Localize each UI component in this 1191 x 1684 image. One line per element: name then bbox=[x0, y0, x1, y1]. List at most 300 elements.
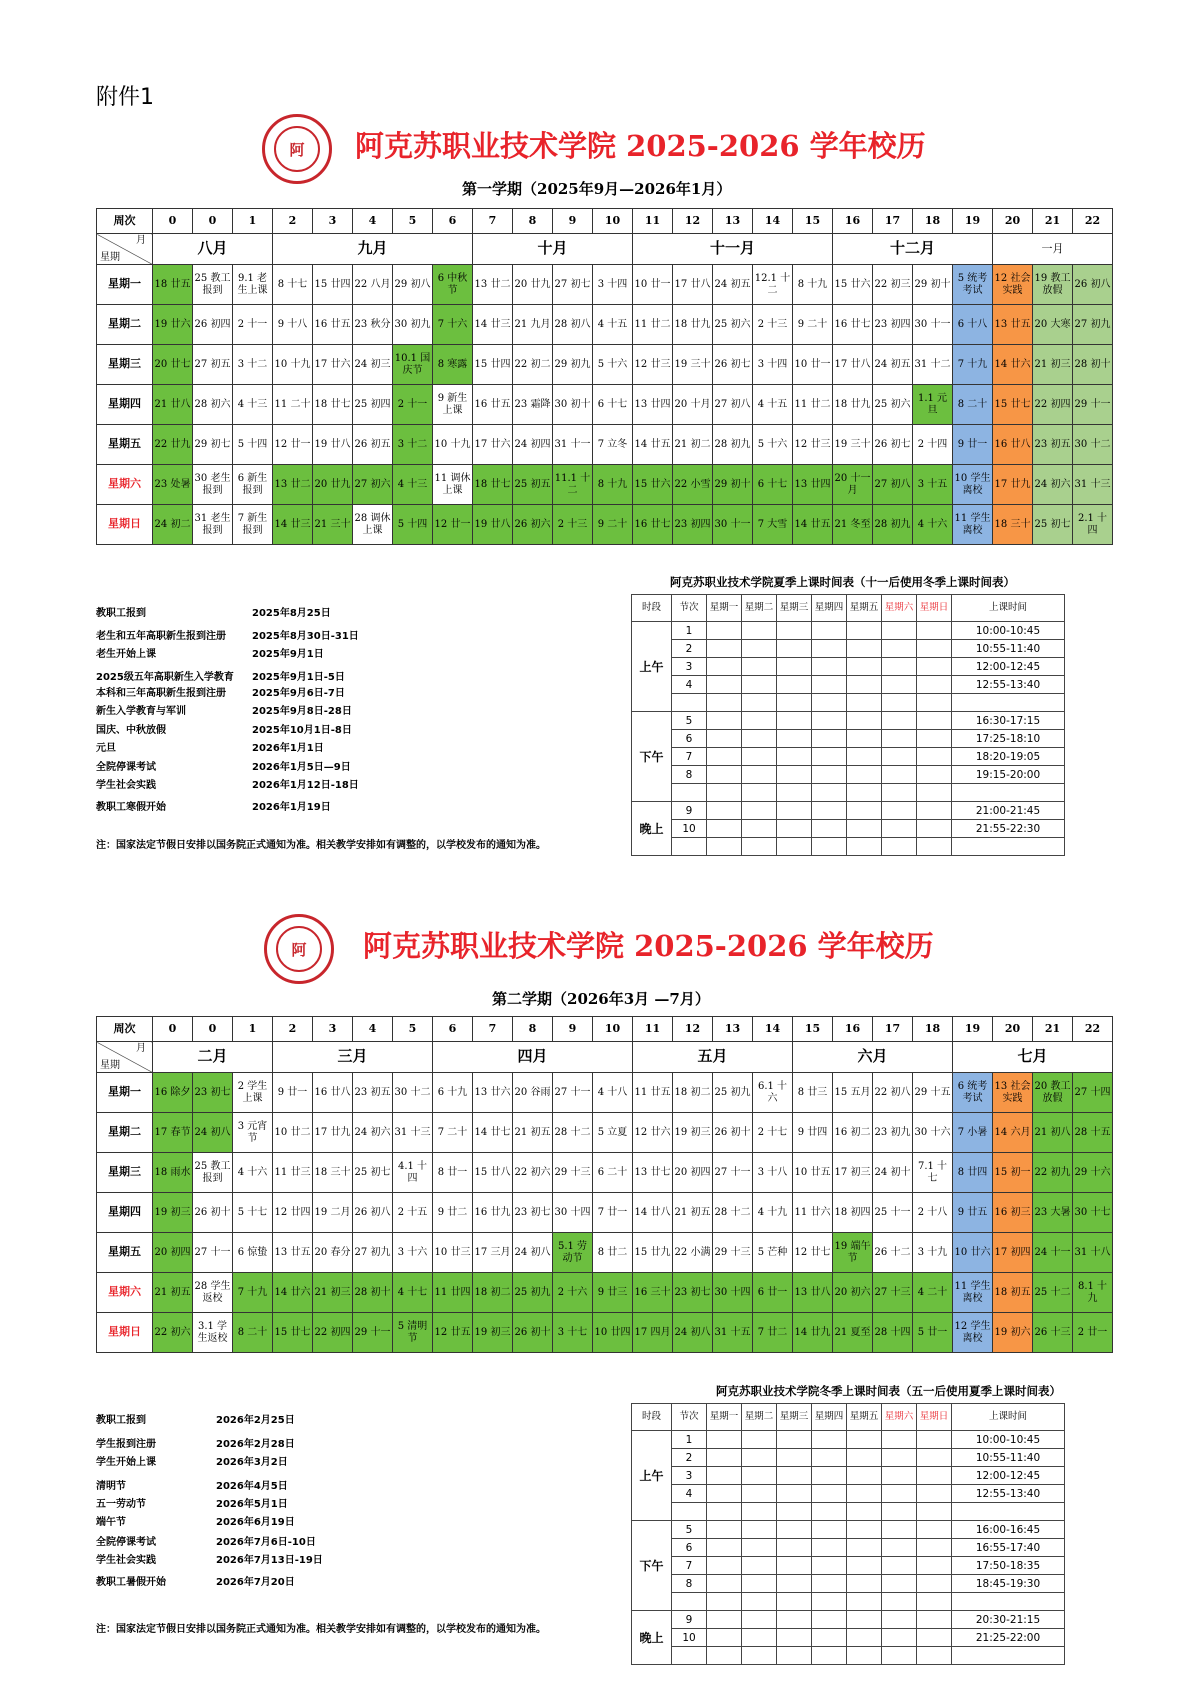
schedule-slot bbox=[917, 766, 952, 784]
schedule-header: 星期二 bbox=[742, 595, 777, 622]
date-text: 5 十七 bbox=[237, 1206, 268, 1218]
date-text: 9 新生上课 bbox=[437, 393, 468, 416]
date-cell bbox=[593, 1113, 633, 1153]
weekday-label: 星期二 bbox=[97, 305, 153, 345]
schedule-slot bbox=[742, 766, 777, 784]
date-cell bbox=[513, 425, 553, 465]
weekday-label: 星期日 bbox=[97, 1313, 153, 1353]
class-time: 18:45-19:30 bbox=[952, 1575, 1065, 1593]
schedule-slot bbox=[777, 1629, 812, 1647]
date-cell bbox=[713, 1313, 753, 1353]
schedule-slot bbox=[882, 712, 917, 730]
date-text: 28 初九 bbox=[874, 518, 911, 530]
date-cell bbox=[153, 1113, 193, 1153]
date-cell bbox=[673, 1153, 713, 1193]
date-cell bbox=[513, 265, 553, 305]
schedule-slot bbox=[847, 622, 882, 640]
date-text: 20 廿九 bbox=[314, 478, 351, 490]
date-text: 16 初二 bbox=[834, 1126, 871, 1138]
date-cell bbox=[1033, 345, 1073, 385]
date-cell bbox=[793, 1113, 833, 1153]
class-time: 10:55-11:40 bbox=[952, 640, 1065, 658]
date-text: 21 初八 bbox=[1034, 1126, 1071, 1138]
date-cell bbox=[1073, 345, 1113, 385]
date-cell bbox=[793, 505, 833, 545]
date-cell bbox=[993, 1313, 1033, 1353]
date-cell bbox=[993, 1113, 1033, 1153]
schedule-slot bbox=[777, 640, 812, 658]
date-text: 26 初八 bbox=[354, 1206, 391, 1218]
week-number: 3 bbox=[313, 209, 353, 234]
date-text: 31 十八 bbox=[1074, 1246, 1111, 1258]
date-text: 3.1 学生返校 bbox=[197, 1321, 228, 1344]
date-cell bbox=[833, 425, 873, 465]
date-text: 3 十四 bbox=[757, 358, 788, 370]
date-text: 13 廿五 bbox=[994, 318, 1031, 330]
schedule-slot bbox=[812, 1575, 847, 1593]
date-cell bbox=[953, 465, 993, 505]
date-text: 9 廿一 bbox=[277, 1086, 308, 1098]
date-text: 31 老生报到 bbox=[194, 513, 231, 536]
class-schedule-grid bbox=[631, 1403, 1065, 1665]
date-text: 25 初七 bbox=[354, 1166, 391, 1178]
date-text: 16 初三 bbox=[994, 1206, 1031, 1218]
date-cell bbox=[753, 1273, 793, 1313]
date-cell bbox=[353, 1073, 393, 1113]
date-cell bbox=[713, 1073, 753, 1113]
date-text: 4 十九 bbox=[757, 1206, 788, 1218]
date-cell bbox=[473, 1193, 513, 1233]
date-text: 23 初四 bbox=[674, 518, 711, 530]
date-cell bbox=[553, 1113, 593, 1153]
schedule-header: 星期三 bbox=[777, 1404, 812, 1431]
date-text: 20 初四 bbox=[674, 1166, 711, 1178]
schedule-slot bbox=[777, 1575, 812, 1593]
date-text: 5 廿一 bbox=[917, 1326, 948, 1338]
schedule-header: 节次 bbox=[672, 1404, 707, 1431]
date-cell bbox=[673, 1113, 713, 1153]
date-text: 19 廿六 bbox=[154, 318, 191, 330]
date-text: 4 十三 bbox=[237, 398, 268, 410]
date-cell bbox=[993, 1273, 1033, 1313]
footnote: 注：国家法定节假日安排以国务院正式通知为准。相关教学安排如有调整的，以学校发布的通知为准。 bbox=[96, 840, 546, 851]
week-number: 8 bbox=[513, 1017, 553, 1042]
date-text: 8 廿二 bbox=[597, 1246, 628, 1258]
date-text: 3 十九 bbox=[917, 1246, 948, 1258]
month-label: 九月 bbox=[273, 234, 473, 265]
event-date: 2026年7月13日-19日 bbox=[216, 1555, 323, 1566]
date-cell bbox=[593, 505, 633, 545]
date-text: 6 十七 bbox=[597, 398, 628, 410]
date-cell bbox=[353, 1113, 393, 1153]
date-cell bbox=[1073, 1233, 1113, 1273]
date-text: 19 端午节 bbox=[834, 1241, 871, 1264]
date-cell bbox=[793, 1273, 833, 1313]
date-cell bbox=[913, 1273, 953, 1313]
date-cell bbox=[913, 385, 953, 425]
date-text: 3 十五 bbox=[917, 478, 948, 490]
date-cell bbox=[873, 1073, 913, 1113]
date-text: 8 十九 bbox=[597, 478, 628, 490]
date-text: 13 廿四 bbox=[634, 398, 671, 410]
date-cell bbox=[273, 505, 313, 545]
schedule-slot bbox=[917, 712, 952, 730]
date-text: 26 初七 bbox=[714, 358, 751, 370]
date-cell bbox=[633, 425, 673, 465]
month-label: 十月 bbox=[473, 234, 633, 265]
date-text: 30 十四 bbox=[554, 1206, 591, 1218]
date-text: 16 廿五 bbox=[474, 398, 511, 410]
schedule-slot bbox=[707, 784, 742, 802]
date-cell bbox=[233, 265, 273, 305]
date-cell bbox=[473, 1233, 513, 1273]
week-number: 10 bbox=[593, 209, 633, 234]
class-time: 16:55-17:40 bbox=[952, 1539, 1065, 1557]
schedule-slot bbox=[847, 1575, 882, 1593]
date-cell bbox=[873, 1193, 913, 1233]
event-date: 2025年9月8日-28日 bbox=[252, 706, 352, 717]
date-cell bbox=[273, 1313, 313, 1353]
date-text: 5.1 劳动节 bbox=[557, 1241, 588, 1264]
date-cell bbox=[953, 345, 993, 385]
date-text: 15 廿六 bbox=[634, 478, 671, 490]
date-text: 28 十四 bbox=[874, 1326, 911, 1338]
date-text: 5 十四 bbox=[397, 518, 428, 530]
school-logo-icon: 阿 bbox=[264, 914, 334, 984]
date-text: 27 十一 bbox=[554, 1086, 591, 1098]
event-name: 2025级五年高职新生入学教育 bbox=[96, 672, 234, 683]
date-text: 2 十三 bbox=[757, 318, 788, 330]
corner-week-label: 星期 bbox=[100, 1059, 120, 1071]
date-cell bbox=[553, 505, 593, 545]
date-cell bbox=[513, 1113, 553, 1153]
date-text: 6 十八 bbox=[957, 318, 988, 330]
schedule-slot bbox=[777, 1449, 812, 1467]
date-cell bbox=[873, 1113, 913, 1153]
date-cell bbox=[753, 1193, 793, 1233]
date-text: 6 新生报到 bbox=[237, 473, 268, 496]
date-text: 4 二十 bbox=[917, 1286, 948, 1298]
date-text: 11 廿六 bbox=[794, 1206, 831, 1218]
date-text: 14 廿五 bbox=[634, 438, 671, 450]
event-name: 五一劳动节 bbox=[96, 1499, 146, 1510]
date-text: 22 八月 bbox=[354, 278, 391, 290]
date-cell bbox=[153, 1153, 193, 1193]
week-header-label: 周次 bbox=[97, 1017, 153, 1042]
schedule-slot bbox=[742, 1485, 777, 1503]
date-cell bbox=[193, 1233, 233, 1273]
date-text: 22 初四 bbox=[1034, 398, 1071, 410]
week-number: 7 bbox=[473, 209, 513, 234]
date-cell bbox=[233, 1233, 273, 1273]
date-text: 29 初九 bbox=[554, 358, 591, 370]
week-number: 22 bbox=[1073, 209, 1113, 234]
schedule-slot bbox=[707, 802, 742, 820]
class-time: 12:00-12:45 bbox=[952, 1467, 1065, 1485]
date-cell bbox=[393, 1233, 433, 1273]
lesson-number: 1 bbox=[672, 1431, 707, 1449]
date-cell bbox=[993, 505, 1033, 545]
date-cell bbox=[153, 345, 193, 385]
date-cell bbox=[1033, 425, 1073, 465]
date-cell bbox=[153, 1273, 193, 1313]
date-text: 17 初三 bbox=[834, 1166, 871, 1178]
date-text: 6.1 十六 bbox=[757, 1081, 788, 1104]
date-cell bbox=[1033, 305, 1073, 345]
schedule-slot bbox=[847, 1467, 882, 1485]
schedule-slot bbox=[777, 748, 812, 766]
schedule-slot bbox=[707, 1557, 742, 1575]
date-cell bbox=[713, 505, 753, 545]
date-text: 24 初四 bbox=[514, 438, 551, 450]
date-cell bbox=[313, 505, 353, 545]
date-text: 16 廿八 bbox=[994, 438, 1031, 450]
date-cell bbox=[793, 1233, 833, 1273]
schedule-slot bbox=[812, 694, 847, 712]
event-name: 端午节 bbox=[96, 1517, 126, 1528]
date-cell bbox=[513, 465, 553, 505]
date-text: 12 廿三 bbox=[794, 438, 831, 450]
date-cell bbox=[1033, 1073, 1073, 1113]
date-cell bbox=[593, 1233, 633, 1273]
schedule-header: 星期五 bbox=[847, 595, 882, 622]
date-cell bbox=[473, 305, 513, 345]
date-text: 20 春分 bbox=[314, 1246, 351, 1258]
date-text: 24 初三 bbox=[354, 358, 391, 370]
date-text: 13 廿二 bbox=[274, 478, 311, 490]
class-time: 10:00-10:45 bbox=[952, 622, 1065, 640]
date-cell bbox=[553, 425, 593, 465]
date-cell bbox=[353, 1153, 393, 1193]
date-text: 2 十八 bbox=[917, 1206, 948, 1218]
date-cell bbox=[1033, 465, 1073, 505]
date-text: 18 三十 bbox=[994, 518, 1031, 530]
schedule-slot bbox=[777, 1593, 812, 1611]
schedule-slot bbox=[917, 1521, 952, 1539]
date-text: 22 小雪 bbox=[674, 478, 711, 490]
schedule-slot bbox=[847, 712, 882, 730]
lesson-number: 3 bbox=[672, 658, 707, 676]
schedule-header: 星期六 bbox=[882, 595, 917, 622]
week-number: 0 bbox=[153, 209, 193, 234]
date-cell bbox=[753, 265, 793, 305]
schedule-slot bbox=[917, 676, 952, 694]
date-cell bbox=[633, 385, 673, 425]
date-cell bbox=[833, 1193, 873, 1233]
date-text: 18 初二 bbox=[674, 1086, 711, 1098]
date-cell bbox=[913, 1193, 953, 1233]
corner-month-label: 月 bbox=[136, 235, 146, 246]
event-date: 2026年7月20日 bbox=[216, 1577, 295, 1588]
date-text: 20 廿九 bbox=[514, 278, 551, 290]
date-text: 23 初九 bbox=[874, 1126, 911, 1138]
date-text: 10 十九 bbox=[274, 358, 311, 370]
schedule-slot bbox=[812, 766, 847, 784]
schedule-slot bbox=[812, 1629, 847, 1647]
period-label: 晚上 bbox=[632, 802, 672, 856]
event-date: 2026年6月19日 bbox=[216, 1517, 295, 1528]
date-text: 18 廿七 bbox=[314, 398, 351, 410]
date-cell bbox=[433, 1113, 473, 1153]
week-number: 6 bbox=[433, 209, 473, 234]
date-cell bbox=[873, 385, 913, 425]
schedule-slot bbox=[847, 748, 882, 766]
period-label: 下午 bbox=[632, 712, 672, 802]
event-date: 2025年9月1日-5日 bbox=[252, 672, 345, 683]
schedule-slot bbox=[812, 658, 847, 676]
schedule-slot bbox=[917, 748, 952, 766]
week-number: 1 bbox=[233, 209, 273, 234]
date-cell bbox=[433, 305, 473, 345]
schedule-slot bbox=[777, 1647, 812, 1665]
date-text: 7 廿一 bbox=[597, 1206, 628, 1218]
date-cell bbox=[353, 1193, 393, 1233]
date-cell bbox=[713, 1273, 753, 1313]
schedule-header: 上课时间 bbox=[952, 1404, 1065, 1431]
schedule-header: 星期四 bbox=[812, 595, 847, 622]
date-cell bbox=[1073, 1153, 1113, 1193]
schedule-slot bbox=[707, 1449, 742, 1467]
schedule-header: 上课时间 bbox=[952, 595, 1065, 622]
date-text: 27 初九 bbox=[1074, 318, 1111, 330]
schedule-slot bbox=[672, 838, 707, 856]
date-cell bbox=[233, 505, 273, 545]
date-text: 28 初九 bbox=[714, 438, 751, 450]
date-text: 14 廿三 bbox=[474, 318, 511, 330]
schedule-slot bbox=[882, 1647, 917, 1665]
event-date: 2025年8月30日-31日 bbox=[252, 631, 359, 642]
date-cell bbox=[513, 345, 553, 385]
date-cell bbox=[513, 1273, 553, 1313]
week-number: 5 bbox=[393, 1017, 433, 1042]
date-text: 26 初十 bbox=[714, 1126, 751, 1138]
schedule-slot bbox=[777, 1431, 812, 1449]
week-number: 4 bbox=[353, 1017, 393, 1042]
date-cell bbox=[953, 425, 993, 465]
schedule-slot bbox=[882, 622, 917, 640]
date-text: 31 十五 bbox=[714, 1326, 751, 1338]
date-text: 26 初五 bbox=[354, 438, 391, 450]
weekday-label: 星期三 bbox=[97, 345, 153, 385]
schedule-slot bbox=[917, 1593, 952, 1611]
schedule-slot bbox=[707, 1629, 742, 1647]
date-cell bbox=[353, 1233, 393, 1273]
date-text: 2 十六 bbox=[557, 1286, 588, 1298]
date-cell bbox=[473, 345, 513, 385]
event-date: 2026年1月12日-18日 bbox=[252, 780, 359, 791]
period-label: 晚上 bbox=[632, 1611, 672, 1665]
schedule-slot bbox=[742, 1431, 777, 1449]
class-time: 16:00-16:45 bbox=[952, 1521, 1065, 1539]
date-text: 29 十一 bbox=[354, 1326, 391, 1338]
date-cell bbox=[913, 1153, 953, 1193]
date-text: 19 教工放假 bbox=[1034, 273, 1071, 296]
date-cell bbox=[1073, 1273, 1113, 1313]
schedule-slot bbox=[707, 1485, 742, 1503]
schedule-slot bbox=[812, 1431, 847, 1449]
date-text: 22 初六 bbox=[154, 1326, 191, 1338]
date-cell bbox=[273, 425, 313, 465]
date-text: 3 十二 bbox=[397, 438, 428, 450]
schedule-slot bbox=[952, 1503, 1065, 1521]
date-text: 22 初三 bbox=[874, 278, 911, 290]
corner-cell bbox=[97, 234, 153, 265]
week-number: 7 bbox=[473, 1017, 513, 1042]
schedule-slot bbox=[952, 784, 1065, 802]
schedule-slot bbox=[847, 1521, 882, 1539]
schedule-slot bbox=[952, 694, 1065, 712]
date-text: 10 廿六 bbox=[954, 1246, 991, 1258]
date-text: 3 十六 bbox=[397, 1246, 428, 1258]
date-cell bbox=[473, 1313, 513, 1353]
date-text: 18 初五 bbox=[994, 1286, 1031, 1298]
date-cell bbox=[673, 1313, 713, 1353]
date-cell bbox=[553, 265, 593, 305]
weekday-label: 星期三 bbox=[97, 1153, 153, 1193]
date-cell bbox=[793, 1313, 833, 1353]
date-text: 12 廿五 bbox=[434, 1326, 471, 1338]
date-cell bbox=[553, 305, 593, 345]
date-cell bbox=[1073, 1193, 1113, 1233]
schedule-slot bbox=[742, 1521, 777, 1539]
date-cell bbox=[833, 345, 873, 385]
week-number: 0 bbox=[193, 209, 233, 234]
date-cell bbox=[633, 505, 673, 545]
week-number: 16 bbox=[833, 209, 873, 234]
date-cell bbox=[193, 265, 233, 305]
event-date: 2025年8月25日 bbox=[252, 608, 331, 619]
date-text: 29 十三 bbox=[554, 1166, 591, 1178]
schedule-slot bbox=[882, 1539, 917, 1557]
date-text: 9 二十 bbox=[597, 518, 628, 530]
date-cell bbox=[193, 505, 233, 545]
date-cell bbox=[593, 425, 633, 465]
schedule-slot bbox=[812, 730, 847, 748]
date-cell bbox=[513, 305, 553, 345]
date-cell bbox=[433, 425, 473, 465]
corner-month-label: 月 bbox=[136, 1043, 146, 1054]
date-text: 7 十六 bbox=[437, 318, 468, 330]
date-text: 28 十二 bbox=[554, 1126, 591, 1138]
date-text: 6 中秋节 bbox=[437, 273, 468, 296]
date-cell bbox=[913, 1113, 953, 1153]
date-cell bbox=[553, 465, 593, 505]
schedule-slot bbox=[917, 622, 952, 640]
event-name: 全院停课考试 bbox=[96, 1537, 156, 1548]
schedule-slot bbox=[847, 676, 882, 694]
schedule-slot bbox=[777, 820, 812, 838]
date-text: 27 初八 bbox=[874, 478, 911, 490]
schedule-slot bbox=[917, 1467, 952, 1485]
date-text: 25 初七 bbox=[1034, 518, 1071, 530]
schedule-slot bbox=[847, 1593, 882, 1611]
week-number: 20 bbox=[993, 209, 1033, 234]
class-time: 17:25-18:10 bbox=[952, 730, 1065, 748]
date-cell bbox=[353, 265, 393, 305]
date-text: 29 十六 bbox=[1074, 1166, 1111, 1178]
date-text: 26 十二 bbox=[874, 1246, 911, 1258]
date-cell bbox=[1073, 265, 1113, 305]
event-name: 清明节 bbox=[96, 1481, 126, 1492]
date-text: 10 学生离校 bbox=[954, 473, 991, 496]
date-cell bbox=[353, 465, 393, 505]
schedule-slot bbox=[707, 1467, 742, 1485]
schedule-slot bbox=[882, 1593, 917, 1611]
date-text: 20 谷雨 bbox=[514, 1086, 551, 1098]
schedule-slot bbox=[777, 730, 812, 748]
date-cell bbox=[313, 1193, 353, 1233]
event-name: 新生入学教育与军训 bbox=[96, 706, 186, 717]
